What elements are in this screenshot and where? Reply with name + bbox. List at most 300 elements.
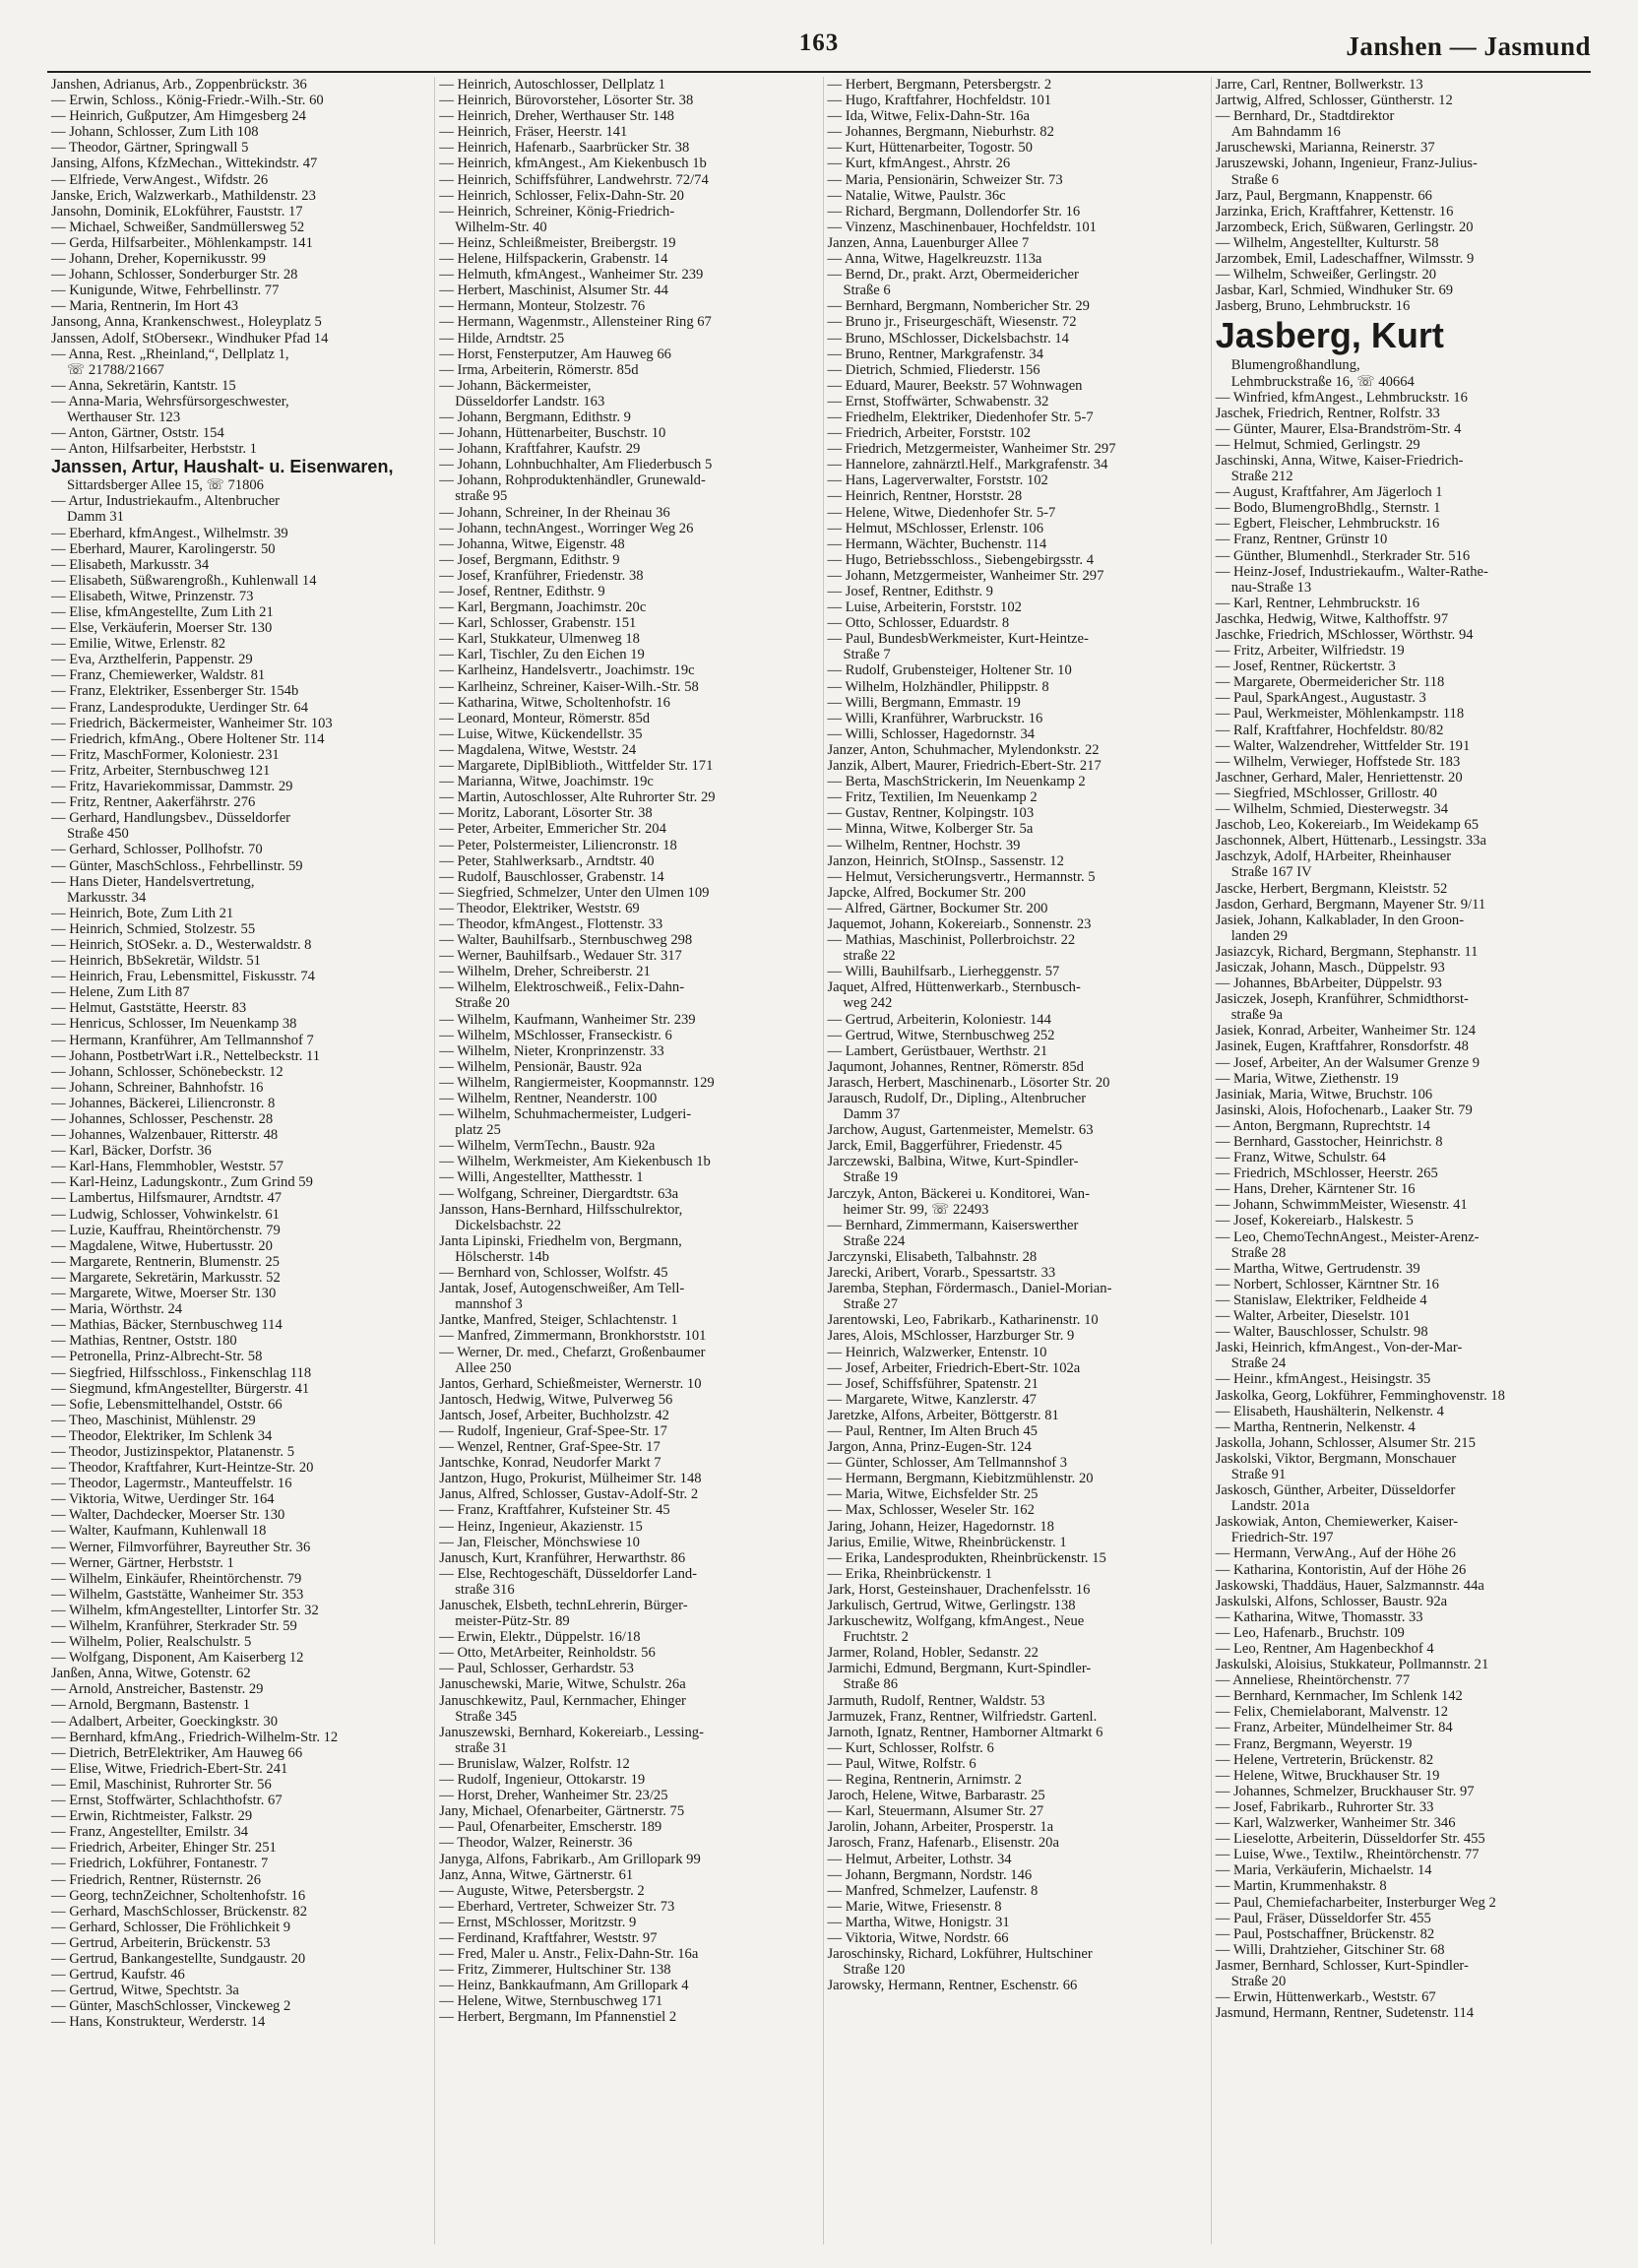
directory-entry: — Heinrich, Gußputzer, Am Himgesberg 24	[51, 108, 306, 125]
directory-entry: Jantos, Gerhard, Schießmeister, Wernerstr. 10	[439, 1375, 702, 1392]
directory-entry: — Rudolf, Ingenieur, Ottokarstr. 19	[439, 1772, 646, 1789]
directory-entry: — Heinrich, Autoschlosser, Dellplatz 1	[439, 77, 665, 93]
directory-entry: Jarasch, Herbert, Maschinenarb., Lösorter Str. 20	[827, 1074, 1110, 1091]
directory-entry: — Gertrud, Witwe, Spechtstr. 3a	[51, 1983, 239, 1999]
directory-entry: — Fritz, Textilien, Im Neuenkamp 2	[827, 789, 1038, 806]
directory-entry: — Johann, Schreiner, In der Rheinau 36	[439, 504, 670, 521]
directory-entry: — Maria, Pensionärin, Schweizer Str. 73	[827, 171, 1063, 188]
directory-entry: — Leo, ChemoTechnAngest., Meister-Arenz-	[1215, 1228, 1480, 1245]
directory-entry: — Heinrich, Hafenarb., Saarbrücker Str. 38	[439, 140, 690, 157]
directory-entry: — Erwin, Elektr., Düppelstr. 16/18	[439, 1629, 641, 1646]
directory-entry: — Adalbert, Arbeiter, Goeckingkstr. 30	[51, 1713, 279, 1730]
directory-entry: — Richard, Bergmann, Dollendorfer Str. 16	[827, 203, 1081, 220]
advertisement-entry: Jasberg, Kurt	[1215, 315, 1444, 356]
directory-entry: Janzon, Heinrich, StOInsp., Sassenstr. 12	[827, 852, 1064, 869]
directory-entry: — Günter, MaschSchlosser, Vinckeweg 2	[51, 1998, 291, 2015]
directory-entry: — Bernhard, Bergmann, Nombericher Str. 29	[827, 298, 1090, 315]
directory-entry: Straße 167 IV	[1230, 864, 1312, 881]
directory-entry: Jaskulski, Alfons, Schlosser, Baustr. 92a	[1215, 1593, 1448, 1609]
directory-entry: — Walter, Dachdecker, Moerser Str. 130	[51, 1507, 285, 1524]
directory-entry: Straße 224	[843, 1232, 906, 1249]
directory-entry: — Hermann, Monteur, Stolzestr. 76	[439, 298, 646, 315]
directory-entry: Jaruschewski, Marianna, Reinerstr. 37	[1215, 140, 1435, 157]
directory-entry: — Siegmund, kfmAngestellter, Bürgerstr. 41	[51, 1380, 310, 1397]
directory-entry: Jaschzyk, Adolf, HArbeiter, Rheinhauser	[1215, 849, 1452, 865]
directory-entry: Straße 212	[1230, 469, 1293, 485]
directory-entry: — Bernhard, Gasstocher, Heinrichstr. 8	[1215, 1134, 1443, 1150]
directory-entry: — Lieselotte, Arbeiterin, Düsseldorfer Str. 455	[1215, 1831, 1485, 1848]
directory-entry: — Else, Rechtogeschäft, Düsseldorfer Land-	[439, 1565, 698, 1582]
directory-entry: — Karl, Tischler, Zu den Eichen 19	[439, 647, 645, 663]
directory-entry: Straße 19	[843, 1169, 899, 1186]
directory-entry: — Wilhelm, Schuhmachermeister, Ludgeri-	[439, 1106, 692, 1123]
directory-entry: — Martin, Krummenhakstr. 8	[1215, 1878, 1387, 1895]
directory-entry: Jarowsky, Hermann, Rentner, Eschenstr. 66	[827, 1978, 1078, 1994]
directory-entry: — Friedrich, kfmAng., Obere Holtener Str. 114	[51, 730, 325, 747]
directory-entry: Janshen, Adrianus, Arb., Zoppenbrückstr. 36	[51, 77, 307, 93]
directory-entry: — Josef, Fabrikarb., Ruhrorter Str. 33	[1215, 1798, 1434, 1815]
directory-entry: — Franz, Angestellter, Emilstr. 34	[51, 1824, 249, 1841]
directory-entry: mannshof 3	[455, 1296, 523, 1313]
directory-entry: Jarzombeck, Erich, Süßwaren, Gerlingstr. 20	[1215, 219, 1474, 235]
directory-entry: — Eva, Arzthelferin, Pappenstr. 29	[51, 652, 253, 668]
directory-entry: Jaskolla, Johann, Schlosser, Alsumer Str. 215	[1215, 1434, 1476, 1451]
directory-entry: — Johann, Schlosser, Schönebeckstr. 12	[51, 1063, 284, 1080]
directory-entry: — Elfriede, VerwAngest., Wifdstr. 26	[51, 171, 269, 188]
directory-entry: — Dietrich, BetrElektriker, Am Hauweg 66	[51, 1744, 303, 1761]
directory-entry: — Hugo, Kraftfahrer, Hochfeldstr. 101	[827, 93, 1052, 109]
directory-entry: Jarius, Emilie, Witwe, Rheinbrückenstr. 1	[827, 1534, 1067, 1550]
directory-entry: Jarmuth, Rudolf, Rentner, Waldstr. 53	[827, 1692, 1045, 1709]
directory-entry: — Bernhard, Kernmacher, Im Schlenk 142	[1215, 1688, 1463, 1705]
directory-entry: — Bruno, Rentner, Markgrafenstr. 34	[827, 346, 1043, 362]
directory-entry: Jasinski, Alois, Hofochenarb., Laaker Str. 79	[1215, 1102, 1473, 1118]
directory-entry: Jaquet, Alfred, Hüttenwerkarb., Sternbusch-	[827, 979, 1081, 996]
directory-entry: — Erika, Rheinbrückenstr. 1	[827, 1565, 992, 1582]
directory-entry: Jaretzke, Alfons, Arbeiter, Böttgerstr. 81	[827, 1407, 1059, 1423]
directory-entry: — Gerhard, Handlungsbev., Düsseldorfer	[51, 810, 291, 827]
directory-entry: — Heinrich, Rentner, Horststr. 28	[827, 488, 1023, 505]
directory-entry: — Karlheinz, Handelsvertr., Joachimstr. 19c	[439, 662, 695, 679]
directory-entry: — Wilhelm, Kranführer, Sterkrader Str. 59	[51, 1618, 297, 1634]
directory-entry: — Helmut, Versicherungsvertr., Hermannstr. 5	[827, 868, 1096, 885]
directory-entry: — Elise, kfmAngestellte, Zum Lith 21	[51, 604, 274, 620]
directory-entry: — Anna, Sekretärin, Kantstr. 15	[51, 377, 236, 394]
directory-entry: — Johannes, Bergmann, Nieburhstr. 82	[827, 124, 1054, 141]
directory-entry: — Heinz, Schleißmeister, Breibergstr. 19	[439, 234, 676, 251]
directory-entry: — Max, Schlosser, Weseler Str. 162	[827, 1502, 1035, 1519]
directory-entry: — Wilhelm, Einkäufer, Rheintörchenstr. 79	[51, 1570, 302, 1587]
directory-entry: Landstr. 201a	[1230, 1498, 1310, 1515]
directory-entry: — Karlheinz, Schreiner, Kaiser-Wilh.-Str. 58	[439, 678, 699, 695]
directory-entry: — Johann, Lohnbuchhalter, Am Fliederbusch 5	[439, 457, 713, 473]
directory-entry: — Vinzenz, Maschinenbauer, Hochfeldstr. 101	[827, 219, 1097, 235]
directory-entry: — Theodor, Elektriker, Im Schlenk 34	[51, 1427, 273, 1444]
directory-entry: — Elisabeth, Süßwarengroßh., Kuhlenwall 14	[51, 572, 317, 589]
directory-entry: — Anna-Maria, Wehrsfürsorgeschwester,	[51, 393, 289, 410]
directory-entry: — Otto, Schlosser, Eduardstr. 8	[827, 615, 1010, 632]
directory-entry: — Wilhelm, Holzhändler, Philippstr. 8	[827, 678, 1049, 695]
directory-entry: Januschkewitz, Paul, Kernmacher, Ehinger	[439, 1692, 686, 1709]
directory-column-3	[823, 77, 1203, 2244]
directory-entry: Jarecki, Aribert, Vorarb., Spessartstr. 33	[827, 1265, 1056, 1282]
directory-entry: Jarck, Emil, Baggerführer, Friedenstr. 45	[827, 1138, 1063, 1155]
directory-entry: Jaqumont, Johannes, Rentner, Römerstr. 85d	[827, 1058, 1084, 1075]
directory-entry: Jaquemot, Johann, Kokereiarb., Sonnenstr. 23	[827, 915, 1092, 932]
directory-entry: Jansong, Anna, Krankenschwest., Holeyplatz 5	[51, 314, 322, 331]
directory-entry: — Hermann, VerwAng., Auf der Höhe 26	[1215, 1545, 1456, 1562]
directory-entry: — Heinrich, StOSekr. a. D., Westerwaldstr. 8	[51, 936, 312, 953]
directory-entry: Jaring, Johann, Heizer, Hagedornstr. 18	[827, 1518, 1054, 1535]
directory-entry: — Karl, Bergmann, Joachimstr. 20c	[439, 599, 647, 616]
directory-entry: Jansohn, Dominik, ELokführer, Fauststr. 17	[51, 203, 303, 220]
directory-entry: — Natalie, Witwe, Paulstr. 36c	[827, 187, 1006, 204]
directory-entry: — Martin, Autoschlosser, Alte Ruhrorter Str. 29	[439, 789, 716, 806]
directory-entry: — Theodor, Elektriker, Weststr. 69	[439, 900, 640, 916]
directory-entry: — Paul, Werkmeister, Möhlenkampstr. 118	[1215, 706, 1465, 723]
directory-entry: — Günter, MaschSchloss., Fehrbellinstr. 59	[51, 857, 303, 874]
directory-entry: Jasiek, Johann, Kalkablader, In den Groon-	[1215, 912, 1465, 928]
directory-entry: Jasiek, Konrad, Arbeiter, Wanheimer Str. 124	[1215, 1023, 1476, 1040]
directory-entry: — Bernhard von, Schlosser, Wolfstr. 45	[439, 1265, 668, 1282]
directory-entry: — Fritz, Arbeiter, Wilfriedstr. 19	[1215, 643, 1405, 660]
directory-entry: — Siegfried, Hilfsschloss., Finkenschlag 118	[51, 1364, 312, 1381]
directory-entry: — Johann, Hüttenarbeiter, Buschstr. 10	[439, 425, 666, 442]
directory-entry: — Heinrich, Walzwerker, Entenstr. 10	[827, 1344, 1047, 1360]
directory-entry: — Ernst, Stoffwärter, Schwabenstr. 32	[827, 393, 1049, 410]
directory-entry: Jarolin, Johann, Arbeiter, Prosperstr. 1a	[827, 1819, 1054, 1836]
directory-entry: — Luise, Wwe., Textilw., Rheintörchenstr. 77	[1215, 1847, 1480, 1863]
directory-entry: — Stanislaw, Elektriker, Feldheide 4	[1215, 1292, 1427, 1308]
directory-entry: Straße 345	[455, 1708, 518, 1725]
directory-entry: Janzik, Albert, Maurer, Friedrich-Ebert-Str. 217	[827, 758, 1102, 775]
directory-entry: Janske, Erich, Walzwerkarb., Mathildenstr. 23	[51, 187, 316, 204]
directory-entry: Januschek, Elsbeth, technLehrerin, Bürger-	[439, 1598, 688, 1613]
directory-entry: — Katharina, Kontoristin, Auf der Höhe 26	[1215, 1561, 1467, 1578]
directory-entry: — Johann, Schlosser, Sonderburger Str. 28	[51, 267, 298, 284]
directory-entry: — Gertrud, Witwe, Sternbuschweg 252	[827, 1027, 1055, 1043]
directory-entry: Straße 20	[455, 995, 510, 1012]
directory-entry: — Hermann, Bergmann, Kiebitzmühlenstr. 20	[827, 1471, 1094, 1487]
directory-entry: — Elisabeth, Haushälterin, Nelkenstr. 4	[1215, 1403, 1444, 1419]
directory-entry: — Johannes, BbArbeiter, Düppelstr. 93	[1215, 976, 1442, 992]
directory-entry: — Leo, Rentner, Am Hagenbeckhof 4	[1215, 1641, 1434, 1657]
directory-entry: Markusstr. 34	[67, 889, 147, 906]
directory-entry: — Johann, Schreiner, Bahnhofstr. 16	[51, 1079, 264, 1096]
directory-entry: — Wilhelm, Rangiermeister, Koopmannstr. 129	[439, 1074, 715, 1091]
directory-entry: Janzer, Anton, Schuhmacher, Mylendonkstr. 22	[827, 741, 1100, 758]
directory-entry: — Gertrud, Bankangestellte, Sundgaustr. 20	[51, 1950, 306, 1967]
directory-entry: — Magdalena, Witwe, Weststr. 24	[439, 741, 637, 758]
page-number: 163	[798, 30, 840, 56]
directory-entry: — Wilhelm, Werkmeister, Am Kiekenbusch 1b	[439, 1154, 711, 1170]
directory-entry: — Lambert, Gerüstbauer, Werthstr. 21	[827, 1042, 1048, 1059]
directory-entry: Jaschob, Leo, Kokereiarb., Im Weidekamp 65	[1215, 817, 1479, 834]
directory-entry: Janßen, Anna, Witwe, Gotenstr. 62	[51, 1666, 251, 1682]
directory-entry: — Anton, Hilfsarbeiter, Herbststr. 1	[51, 441, 257, 458]
directory-entry: Werthauser Str. 123	[67, 409, 181, 425]
directory-entry: — Ernst, Stoffwärter, Schlachthofstr. 67	[51, 1793, 283, 1809]
directory-entry: — Gerhard, Schlosser, Die Fröhlichkeit 9	[51, 1919, 290, 1935]
directory-entry: Jasbar, Karl, Schmied, Windhuker Str. 69	[1215, 283, 1454, 299]
directory-entry: — Peter, Stahlwerksarb., Arndtstr. 40	[439, 852, 655, 869]
directory-entry: — Heinrich, Schreiner, König-Friedrich-	[439, 203, 675, 220]
directory-entry: — Hannelore, zahnärztl.Helf., Markgrafenstr. 34	[827, 457, 1108, 473]
directory-entry: heimer Str. 99, ☏ 22493	[843, 1201, 989, 1218]
directory-column-1	[47, 77, 426, 2244]
directory-entry: Jaschek, Friedrich, Rentner, Rolfstr. 33	[1215, 405, 1440, 421]
directory-entry: — Gertrud, Arbeiterin, Koloniestr. 144	[827, 1011, 1051, 1028]
directory-entry: — Dietrich, Schmied, Fliederstr. 156	[827, 361, 1040, 378]
directory-entry: Jaskowiak, Anton, Chemiewerker, Kaiser-	[1215, 1514, 1459, 1531]
directory-entry: Jasmer, Bernhard, Schlosser, Kurt-Spindler-	[1215, 1957, 1469, 1974]
directory-entry: — Johann, Bergmann, Edithstr. 9	[439, 409, 631, 425]
directory-entry: — Hans, Lagerverwalter, Forststr. 102	[827, 472, 1048, 489]
directory-entry: — Eberhard, kfmAngest., Wilhelmstr. 39	[51, 525, 288, 541]
directory-entry: Jarzinka, Erich, Kraftfahrer, Kettenstr. 16	[1215, 203, 1454, 220]
directory-entry: — Gerda, Hilfsarbeiter., Möhlenkampstr. 141	[51, 234, 313, 251]
directory-entry: — Bodo, BlumengroBhdlg., Sternstr. 1	[1215, 500, 1441, 517]
directory-entry: Jasiazcyk, Richard, Bergmann, Stephanstr. 11	[1215, 943, 1479, 960]
directory-entry: — Wilhelm, Rentner, Hochstr. 39	[827, 837, 1021, 853]
directory-entry: — Horst, Dreher, Wanheimer Str. 23/25	[439, 1788, 668, 1804]
directory-entry: — Eduard, Maurer, Beekstr. 57 Wohnwagen	[827, 377, 1083, 394]
directory-entry: — Wilhelm, Verwieger, Hoffstede Str. 183	[1215, 753, 1461, 770]
directory-entry: — Paul, BundesbWerkmeister, Kurt-Heintze-	[827, 631, 1089, 648]
directory-entry: — Rudolf, Bauschlosser, Grabenstr. 14	[439, 868, 664, 885]
directory-entry: — Fred, Maler u. Anstr., Felix-Dahn-Str. 16a	[439, 1946, 699, 1963]
directory-entry: Straße 7	[843, 647, 891, 663]
directory-entry: — Helmut, Schmied, Gerlingstr. 29	[1215, 436, 1420, 453]
directory-entry: — Kurt, Hüttenarbeiter, Togostr. 50	[827, 140, 1033, 157]
directory-entry: — Karl, Schlosser, Grabenstr. 151	[439, 615, 637, 632]
directory-entry: — Heinrich, Bürovorsteher, Lösorter Str. 38	[439, 93, 694, 109]
directory-entry: — Luise, Arbeiterin, Forststr. 102	[827, 599, 1022, 616]
directory-entry: — Ferdinand, Kraftfahrer, Weststr. 97	[439, 1929, 658, 1946]
directory-entry: Jarausch, Rudolf, Dr., Dipling., Altenbrucher	[827, 1091, 1087, 1106]
directory-entry: Jarmichi, Edmund, Bergmann, Kurt-Spindler-	[827, 1661, 1092, 1677]
directory-entry: — Franz, Bergmann, Weyerstr. 19	[1215, 1735, 1413, 1752]
directory-entry: Japcke, Alfred, Bockumer Str. 200	[827, 884, 1026, 901]
directory-entry: — Johann, Metzgermeister, Wanheimer Str. 297	[827, 567, 1104, 584]
running-head: Janshen — Jasmund	[1346, 32, 1591, 61]
directory-entry: — Sofie, Lebensmittelhandel, Oststr. 66	[51, 1396, 283, 1413]
directory-entry: — Ernst, MSchlosser, Moritzstr. 9	[439, 1914, 637, 1930]
directory-entry: — Friedhelm, Elektriker, Diedenhofer Str. 5-7	[827, 409, 1094, 425]
directory-entry: — Leo, Hafenarb., Bruchstr. 109	[1215, 1624, 1405, 1641]
directory-entry: Straße 91	[1230, 1466, 1287, 1482]
directory-entry: — Alfred, Gärtner, Bockumer Str. 200	[827, 900, 1048, 916]
directory-entry: — Walter, Arbeiter, Dieselstr. 101	[1215, 1308, 1411, 1325]
directory-entry: — Mathias, Maschinist, Pollerbroichstr. 22	[827, 932, 1076, 949]
directory-entry: Jark, Horst, Gesteinshauer, Drachenfelsstr. 16	[827, 1581, 1091, 1598]
directory-entry: Blumengroßhandlung,	[1230, 357, 1360, 374]
directory-entry: — August, Kraftfahrer, Am Jägerloch 1	[1215, 484, 1443, 501]
directory-entry: Jaschner, Gerhard, Maler, Henriettenstr. 20	[1215, 769, 1463, 786]
directory-entry: Straße 27	[843, 1296, 899, 1313]
directory-entry: Jasdon, Gerhard, Bergmann, Mayener Str. 9/11	[1215, 896, 1486, 913]
directory-entry: — Friedrich, Arbeiter, Forststr. 102	[827, 425, 1032, 442]
directory-entry: — Bernd, Dr., prakt. Arzt, Obermeidericher	[827, 267, 1079, 284]
directory-entry: — Willi, Bergmann, Emmastr. 19	[827, 694, 1021, 711]
directory-entry: — Martha, Witwe, Gertrudenstr. 39	[1215, 1260, 1420, 1277]
directory-entry: Friedrich-Str. 197	[1230, 1530, 1334, 1546]
directory-entry: — Marianna, Witwe, Joachimstr. 19c	[439, 774, 654, 790]
directory-entry: — Lambertus, Hilfsmaurer, Arndtstr. 47	[51, 1190, 283, 1207]
directory-entry: — Auguste, Witwe, Petersbergstr. 2	[439, 1882, 645, 1899]
directory-entry: — Elisabeth, Witwe, Prinzenstr. 73	[51, 588, 254, 604]
directory-entry: — Karl, Bäcker, Dorfstr. 36	[51, 1143, 212, 1160]
directory-entry: — Paul, Witwe, Rolfstr. 6	[827, 1755, 976, 1772]
directory-entry: — Ida, Witwe, Felix-Dahn-Str. 16a	[827, 108, 1030, 125]
directory-entry: Jasiniak, Maria, Witwe, Bruchstr. 106	[1215, 1086, 1433, 1102]
directory-entry: — Theodor, Gärtner, Springwall 5	[51, 140, 249, 157]
directory-entry: — Paul, Fräser, Düsseldorfer Str. 455	[1215, 1910, 1431, 1926]
directory-entry: Januszewski, Bernhard, Kokereiarb., Lessing-	[439, 1724, 704, 1740]
directory-entry: — Michael, Schweißer, Sandmüllersweg 52	[51, 219, 305, 235]
directory-entry: — Wilhelm, Schweißer, Gerlingstr. 20	[1215, 267, 1437, 284]
directory-entry: Jaski, Heinrich, kfmAngest., Von-der-Mar-	[1215, 1340, 1463, 1356]
directory-entry: — Karl, Steuermann, Alsumer Str. 27	[827, 1803, 1044, 1820]
directory-entry: Jares, Alois, MSchlosser, Harzburger Str. 9	[827, 1328, 1075, 1345]
directory-entry: — Artur, Industriekaufm., Altenbrucher	[51, 493, 281, 510]
directory-entry: — Peter, Polstermeister, Liliencronstr. 18	[439, 837, 677, 853]
directory-entry: — Hermann, Wächter, Buchenstr. 114	[827, 536, 1047, 552]
directory-entry: Damm 37	[843, 1106, 901, 1123]
directory-entry: — Eberhard, Maurer, Karolingerstr. 50	[51, 540, 276, 557]
directory-entry: — Gerhard, Schlosser, Pollhofstr. 70	[51, 842, 263, 858]
directory-entry: Düsseldorfer Landstr. 163	[455, 393, 605, 410]
directory-entry: Jarczyk, Anton, Bäckerei u. Konditorei, Wan-	[827, 1185, 1090, 1202]
directory-entry: — Paul, SparkAngest., Augustastr. 3	[1215, 690, 1426, 707]
directory-entry: — Elise, Witwe, Friedrich-Ebert-Str. 241	[51, 1760, 288, 1777]
directory-entry: — Wilhelm, Gaststätte, Wanheimer Str. 353	[51, 1586, 304, 1603]
directory-entry: — Otto, MetArbeiter, Reinholdstr. 56	[439, 1645, 656, 1662]
directory-entry: — Else, Verkäuferin, Moerser Str. 130	[51, 620, 273, 637]
directory-entry: — Willi, Angestellter, Matthesstr. 1	[439, 1169, 644, 1186]
directory-entry: — Paul, Rentner, Im Alten Bruch 45	[827, 1422, 1038, 1439]
directory-entry: — Werner, Gärtner, Herbststr. 1	[51, 1554, 234, 1571]
directory-entry: — Wolfgang, Schreiner, Diergardtstr. 63a	[439, 1185, 679, 1202]
directory-entry: — Arnold, Bergmann, Bastenstr. 1	[51, 1697, 251, 1714]
directory-entry: — Johannes, Bäckerei, Liliencronstr. 8	[51, 1095, 276, 1111]
directory-entry: — Paul, Postschaffner, Brückenstr. 82	[1215, 1925, 1435, 1942]
directory-entry: — Kunigunde, Witwe, Fehrbellinstr. 77	[51, 283, 280, 299]
directory-entry: — Fritz, Rentner, Aakerfährstr. 276	[51, 794, 256, 811]
directory-entry: — Paul, Ofenarbeiter, Emscherstr. 189	[439, 1819, 662, 1836]
directory-entry: — Manfred, Schmelzer, Laufenstr. 8	[827, 1882, 1039, 1899]
directory-entry: Jaroschinsky, Richard, Lokführer, Hultschiner	[827, 1946, 1093, 1963]
directory-entry: — Josef, Rentner, Edithstr. 9	[827, 584, 993, 599]
directory-entry: Straße 86	[843, 1676, 899, 1693]
directory-entry: Hölscherstr. 14b	[455, 1248, 549, 1265]
directory-entry: — Norbert, Schlosser, Kärntner Str. 16	[1215, 1276, 1439, 1292]
directory-entry: — Johannes, Walzenbauer, Ritterstr. 48	[51, 1127, 279, 1144]
directory-entry: Jarzombek, Emil, Ladeschaffner, Wilmsstr. 9	[1215, 251, 1475, 268]
directory-entry: — Fritz, Zimmerer, Hultschiner Str. 138	[439, 1962, 671, 1979]
directory-entry: Straße 24	[1230, 1355, 1287, 1372]
directory-entry: — Heinz, Bankkaufmann, Am Grillopark 4	[439, 1978, 689, 1994]
directory-entry: — Helene, Vertreterin, Brückenstr. 82	[1215, 1751, 1434, 1768]
directory-entry: — Anton, Gärtner, Oststr. 154	[51, 425, 224, 442]
directory-entry: Jantosch, Hedwig, Witwe, Pulverweg 56	[439, 1391, 673, 1408]
directory-entry: Straße 450	[67, 826, 129, 843]
directory-entry: Jaskolski, Viktor, Bergmann, Monschauer	[1215, 1450, 1457, 1467]
directory-entry: — Helene, Hilfspackerin, Grabenstr. 14	[439, 251, 668, 268]
directory-entry: — Heinz, Ingenieur, Akazienstr. 15	[439, 1518, 643, 1535]
directory-entry: Janta Lipinski, Friedhelm von, Bergmann,	[439, 1232, 682, 1249]
directory-entry: Janssen, Adolf, StOberseкr., Windhuker Pfad 14	[51, 330, 329, 346]
directory-entry: — Irma, Arbeiterin, Römerstr. 85d	[439, 361, 639, 378]
directory-entry: — Wilhelm, Nieter, Kronprinzenstr. 33	[439, 1042, 664, 1059]
directory-entry: nau-Straße 13	[1230, 579, 1312, 596]
directory-entry: — Helene, Witwe, Diedenhofer Str. 5-7	[827, 504, 1056, 521]
directory-entry: — Siegfried, Schmelzer, Unter den Ulmen 109	[439, 884, 710, 901]
directory-entry: Jantsch, Josef, Arbeiter, Buchholzstr. 42	[439, 1407, 669, 1423]
directory-entry: Jantke, Manfred, Steiger, Schlachtenstr. 1	[439, 1312, 678, 1329]
directory-entry: — Helene, Witwe, Bruckhauser Str. 19	[1215, 1767, 1440, 1784]
directory-entry: — Anneliese, Rheintörchenstr. 77	[1215, 1672, 1411, 1689]
directory-entry: — Johann, Schlosser, Zum Lith 108	[51, 124, 259, 141]
directory-entry: — Henricus, Schlosser, Im Neuenkamp 38	[51, 1016, 297, 1033]
directory-entry: — Wilhelm, Polier, Realschulstr. 5	[51, 1634, 252, 1651]
directory-entry: — Walter, Walzendreher, Wittfelder Str. 191	[1215, 737, 1471, 754]
directory-entry: — Luzie, Kauffrau, Rheintörchenstr. 79	[51, 1222, 281, 1238]
directory-entry: Jarnoth, Ignatz, Rentner, Hamborner Altmarkt 6	[827, 1724, 1103, 1740]
directory-entry: — Josef, Rentner, Edithstr. 9	[439, 584, 605, 599]
directory-entry: — Johannes, Schlosser, Peschenstr. 28	[51, 1111, 274, 1127]
directory-entry: — Margarete, Witwe, Moerser Str. 130	[51, 1286, 277, 1302]
directory-entry: Jany, Michael, Ofenarbeiter, Gärtnerstr. 75	[439, 1803, 685, 1820]
directory-entry: landen 29	[1230, 927, 1288, 944]
directory-entry: — Heinrich, kfmAngest., Am Kiekenbusch 1b	[439, 156, 707, 172]
directory-entry: — Johanna, Witwe, Eigenstr. 48	[439, 536, 625, 552]
directory-entry: — Hilde, Arndtstr. 25	[439, 330, 565, 346]
directory-entry: — Franz, Elektriker, Essenberger Str. 154b	[51, 683, 299, 700]
directory-entry: — Willi, Kranführer, Warbruckstr. 16	[827, 710, 1043, 726]
directory-entry: meister-Pütz-Str. 89	[455, 1613, 570, 1630]
directory-entry: Jarchow, August, Gartenmeister, Memelstr. 63	[827, 1122, 1094, 1139]
directory-entry: — Minna, Witwe, Kolberger Str. 5a	[827, 821, 1034, 838]
directory-entry: Jaschka, Hedwig, Witwe, Kalthoffstr. 97	[1215, 610, 1449, 627]
directory-entry: Janzen, Anna, Lauenburger Allee 7	[827, 234, 1030, 251]
directory-entry: — Margarete, Obermeidericher Str. 118	[1215, 674, 1445, 691]
directory-entry: — Heinz-Josef, Industriekaufm., Walter-Rathe-	[1215, 563, 1488, 580]
directory-entry: straße 95	[455, 488, 508, 505]
directory-entry: Jarczewski, Balbina, Witwe, Kurt-Spindler-	[827, 1154, 1079, 1170]
directory-entry: Jarosch, Franz, Hafenarb., Elisenstr. 20a	[827, 1835, 1059, 1852]
directory-entry: Am Bahndamm 16	[1230, 124, 1341, 141]
directory-entry: — Bernhard, kfmAng., Friedrich-Wilhelm-Str. 12	[51, 1729, 339, 1745]
directory-entry: — Fritz, Arbeiter, Sternbuschweg 121	[51, 762, 271, 779]
directory-entry: straße 22	[843, 948, 896, 965]
directory-entry: — Brunislaw, Walzer, Rolfstr. 12	[439, 1755, 630, 1772]
directory-entry: — Johannes, Schmelzer, Bruckhauser Str. 97	[1215, 1783, 1475, 1799]
directory-entry: — Gustav, Rentner, Kolpingstr. 103	[827, 805, 1035, 822]
directory-entry: — Josef, Arbeiter, Friedrich-Ebert-Str. 102a	[827, 1359, 1081, 1376]
directory-entry: Jarz, Paul, Bergmann, Knappenstr. 66	[1215, 187, 1432, 204]
directory-entry: — Werner, Dr. med., Chefarzt, Großenbaumer	[439, 1344, 706, 1360]
directory-entry: Damm 31	[67, 509, 124, 526]
directory-entry: — Theodor, kfmAngest., Flottenstr. 33	[439, 915, 663, 932]
directory-entry: Jaskosch, Günther, Arbeiter, Düsseldorfer	[1215, 1482, 1456, 1499]
directory-entry: Fruchtstr. 2	[843, 1629, 909, 1646]
directory-entry: — Fritz, MaschFormer, Koloniestr. 231	[51, 746, 280, 763]
directory-entry: Jarre, Carl, Rentner, Bollwerkstr. 13	[1215, 77, 1423, 93]
directory-entry: Straße 120	[843, 1962, 906, 1979]
directory-entry: — Heinrich, Schmied, Stolzestr. 55	[51, 920, 256, 937]
directory-entry: — Werner, Filmvorführer, Bayreuther Str. 36	[51, 1539, 311, 1555]
